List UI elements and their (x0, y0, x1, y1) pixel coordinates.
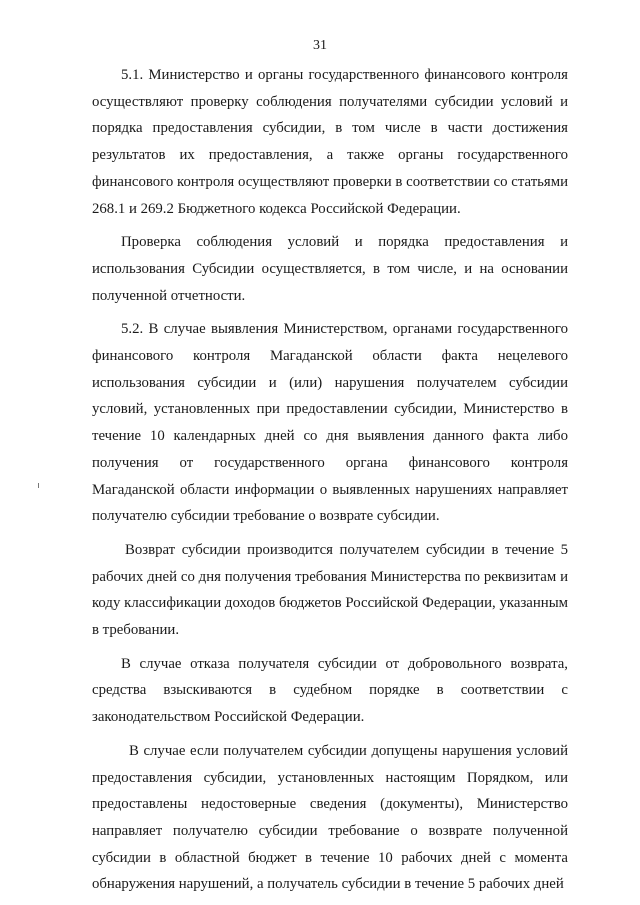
document-body (92, 62, 568, 905)
margin-mark (38, 483, 39, 488)
page-number: 31 (313, 38, 327, 53)
paragraph-verification: Проверка соблюдения условий и порядка предоставления и использования Субсидии осуществляется, в том числе, и на основании полученной отчетности. (92, 234, 568, 304)
paragraph-5-2: 5.2. В случае выявления Министерством, органами государственного финансового контроля Магаданской области факта нецелевого использования субсидии и (или) нарушения получателем субсидии условий, установленных при предоставлении субсидии, Министерство в течение 10 календарных дней со дня выявления данного факта либо получения от государственного органа финансового контроля Магаданской области информации о выявленных нарушениях направляет получателю субсидии требование о возврате субсидии. (92, 321, 568, 525)
paragraph-5-1: 5.1. Министерство и органы государственного финансового контроля осуществляют проверку соблюдения получателями субсидии условий и порядка предоставления субсидии, в том числе в части достижения результатов их предоставления, а также органы государственного финансового контроля осуществляют проверки в соответствии со статьями 268.1 и 269.2 Бюджетного кодекса Российской Федерации. (92, 67, 568, 217)
paragraph-violations: В случае если получателем субсидии допущены нарушения условий предоставления субсидии, установленных настоящим Порядком, или предоставлены недостоверные сведения (документы), Министерство направляет получателю субсидии требование о возврате полученной субсидии в областной бюджет в течение 10 рабочих дней с момента обнаружения нарушений, а получатель субсидии в течение 5 рабочих дней (92, 742, 568, 893)
paragraph-refusal: В случае отказа получателя субсидии от добровольного возврата, средства взыскиваются в судебном порядке в соответствии с законодательством Российской Федерации. (92, 655, 568, 726)
paragraph-refund: Возврат субсидии производится получателем субсидии в течение 5 рабочих дней со дня получения требования Министерства по реквизитам и коду классификации доходов бюджетов Российской Федерации, указанным в требовании. (92, 541, 568, 639)
